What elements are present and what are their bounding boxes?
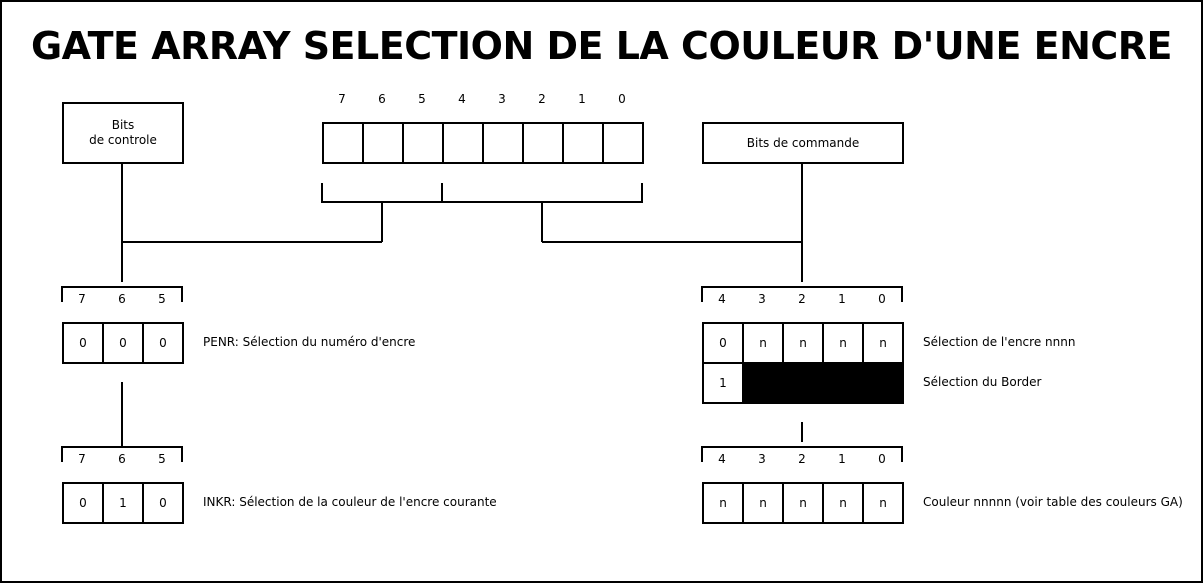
register-bit-cell	[562, 122, 604, 164]
penr-bit-cell: 0	[102, 322, 144, 364]
register-bit-cell	[522, 122, 564, 164]
penr-bit-cell: 0	[142, 322, 184, 364]
colour-bit-cell: n	[742, 482, 784, 524]
command-bits-label: Bits de commande	[746, 135, 860, 150]
bit-number: 2	[798, 452, 806, 466]
colour-label: Couleur nnnnn (voir table des couleurs GA)	[923, 495, 1183, 509]
control-bits-box	[62, 102, 184, 164]
inkr-label: INKR: Sélection de la couleur de l'encre courante	[203, 495, 497, 509]
bit-number: 5	[158, 452, 166, 466]
bit-number: 3	[758, 452, 766, 466]
control-bits-label-line2: de controle	[89, 133, 157, 147]
bit-number: 5	[418, 92, 426, 106]
bit-number: 6	[378, 92, 386, 106]
register-bit-cell	[402, 122, 444, 164]
bit-number: 2	[538, 92, 546, 106]
ink-select-label: Sélection de l'encre nnnn	[923, 335, 1076, 349]
unused-bits-filled	[742, 362, 904, 404]
ink-select-bit-cell: n	[862, 322, 904, 364]
register-bit-cell	[322, 122, 364, 164]
control-bits-label-line1: Bits	[111, 118, 135, 132]
bit-number: 4	[718, 452, 726, 466]
colour-bit-cell: n	[782, 482, 824, 524]
inkr-bit-cell: 1	[102, 482, 144, 524]
bit-number: 7	[78, 452, 86, 466]
bit-number: 2	[798, 292, 806, 306]
bit-number: 1	[838, 452, 846, 466]
penr-bit-cell: 0	[62, 322, 104, 364]
bit-number: 7	[338, 92, 346, 106]
register-bit-cell	[442, 122, 484, 164]
bit-number: 5	[158, 292, 166, 306]
border-select-label: Sélection du Border	[923, 375, 1042, 389]
colour-bit-cell: n	[822, 482, 864, 524]
bit-number: 0	[878, 452, 886, 466]
register-bit-cell	[602, 122, 644, 164]
bit-number: 1	[578, 92, 586, 106]
colour-bit-cell: n	[862, 482, 904, 524]
register-bit-cell	[362, 122, 404, 164]
border-select-bit-cell: 1	[702, 362, 744, 404]
bit-number: 7	[78, 292, 86, 306]
penr-label: PENR: Sélection du numéro d'encre	[203, 335, 416, 349]
inkr-bit-cell: 0	[62, 482, 104, 524]
inkr-bit-cell: 0	[142, 482, 184, 524]
bit-number: 6	[118, 292, 126, 306]
ink-select-bit-cell: n	[742, 322, 784, 364]
byte-bracket	[322, 183, 642, 202]
bit-number: 4	[718, 292, 726, 306]
bit-number: 0	[878, 292, 886, 306]
bit-number: 3	[758, 292, 766, 306]
register-bit-cell	[482, 122, 524, 164]
ink-select-bit-cell: 0	[702, 322, 744, 364]
command-bits-box	[702, 122, 904, 164]
page-title: GATE ARRAY SELECTION DE LA COULEUR D'UNE ENCRE	[30, 24, 1173, 68]
colour-bit-cell: n	[702, 482, 744, 524]
ink-select-bit-cell: n	[822, 322, 864, 364]
bit-number: 3	[498, 92, 506, 106]
bit-number: 6	[118, 452, 126, 466]
bit-number: 4	[458, 92, 466, 106]
bit-number: 1	[838, 292, 846, 306]
ink-select-bit-cell: n	[782, 322, 824, 364]
bit-number: 0	[618, 92, 626, 106]
